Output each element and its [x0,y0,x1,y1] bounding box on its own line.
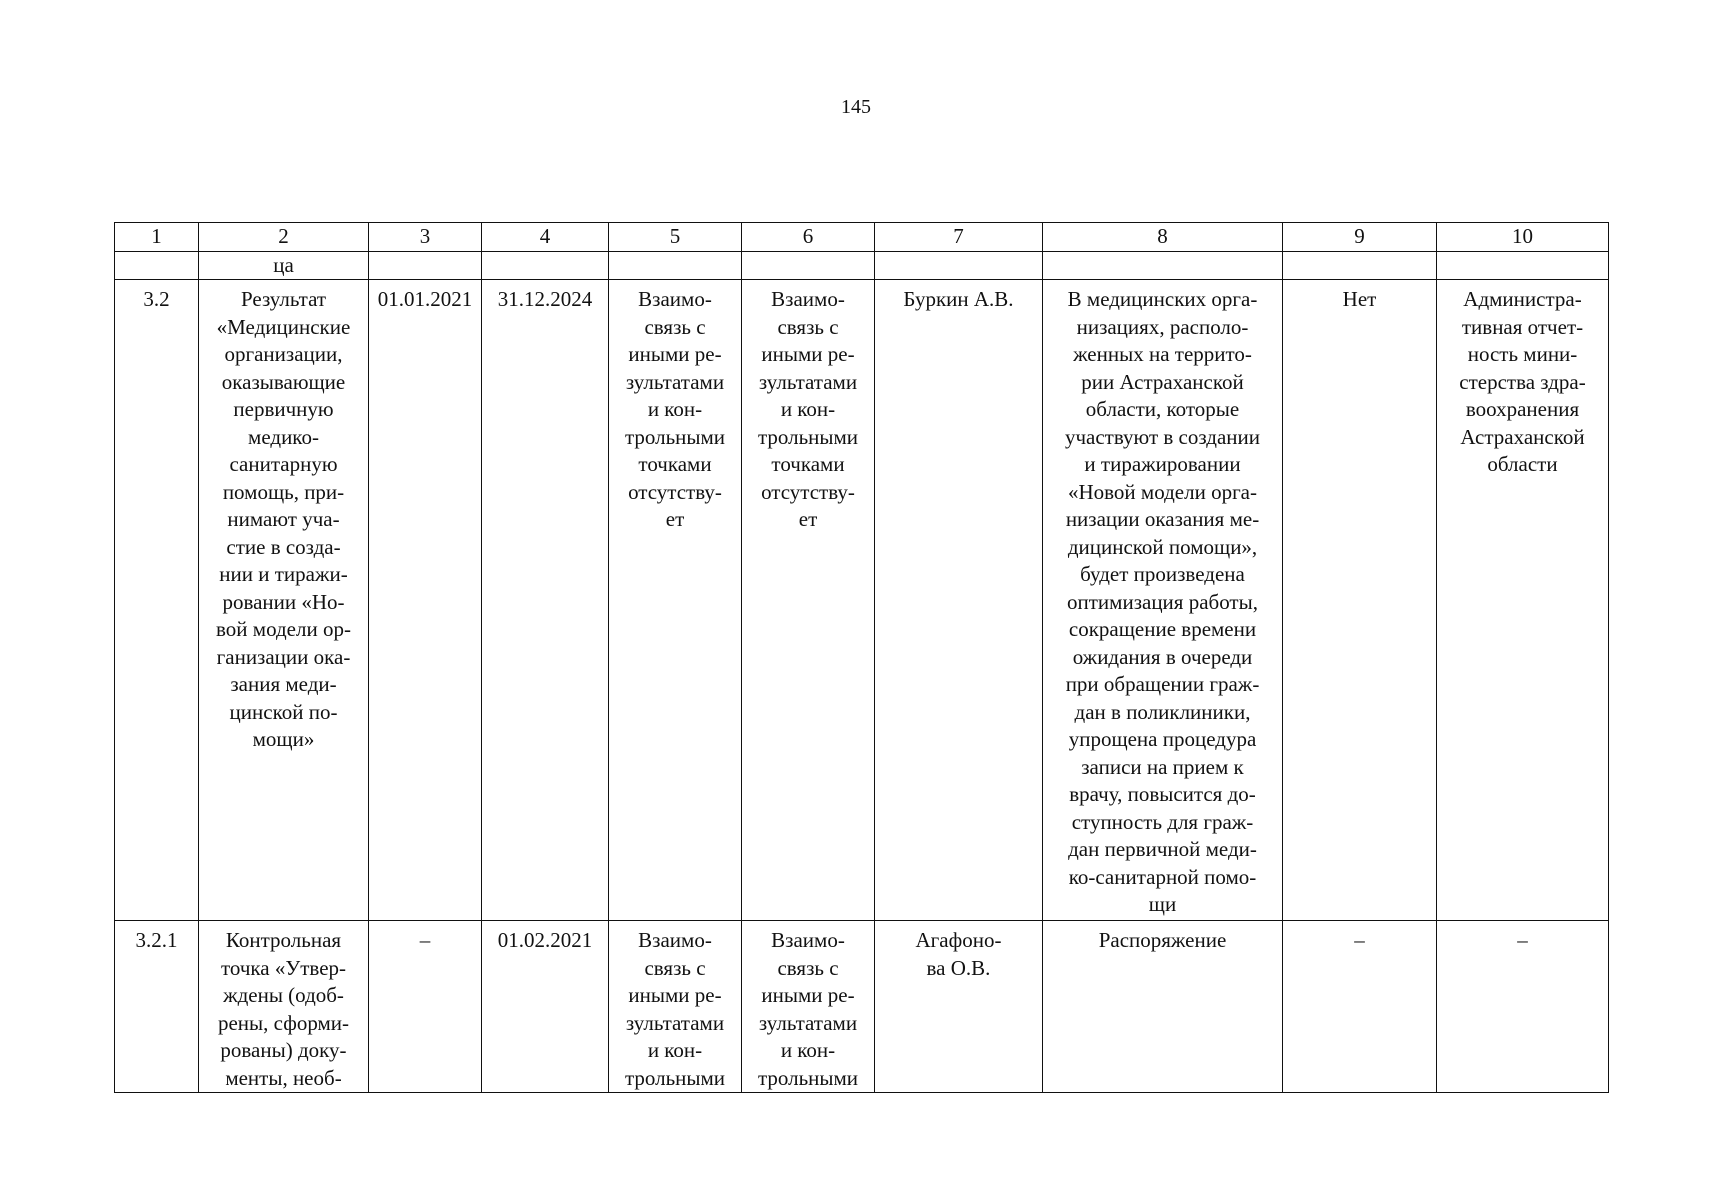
relation-cell: Взаимо- связь с иными ре- зультатами и кон- трольными [742,921,875,1093]
table-cell [742,251,875,280]
start-date-cell: – [369,921,482,1093]
column-header: 10 [1437,223,1609,252]
table-cell [1043,251,1283,280]
start-date-cell: 01.01.2021 [369,280,482,921]
end-date-cell: 01.02.2021 [482,921,609,1093]
relation-cell: Взаимо- связь с иными ре- зультатами и кон- трольными точками отсутству- ет [742,280,875,921]
table-cell: ца [199,251,369,280]
document-table [114,222,1609,1093]
table-cell [115,251,199,280]
table-cell [875,251,1043,280]
relation-cell: Взаимо- связь с иными ре- зультатами и кон- трольными точками отсутству- ет [609,280,742,921]
name-cell: Результат «Медицинские организации, оказывающие первичную медико- санитарную помощь, при- нимают уча- стие в созда- нии и тиражи- ровании «Но- вой модели ор- ганизации ока- зания меди- цинской по- мощи» [199,280,369,921]
page-number: 145 [841,96,871,118]
relation-cell: Взаимо- связь с иными ре- зультатами и кон- трольными [609,921,742,1093]
source-cell: – [1437,921,1609,1093]
column-header: 9 [1283,223,1437,252]
responsible-cell: Буркин А.В. [875,280,1043,921]
flag-cell: Нет [1283,280,1437,921]
source-cell: Администра- тивная отчет- ность мини- стерства здра- воохранения Астраханской области [1437,280,1609,921]
column-number-row [115,223,1609,252]
name-cell: Контрольная точка «Утвер- ждены (одоб- рены, сформи- рованы) доку- менты, необ- [199,921,369,1093]
column-header: 1 [115,223,199,252]
column-header: 2 [199,223,369,252]
result-cell: Распоряжение [1043,921,1283,1093]
column-header: 6 [742,223,875,252]
row-number-cell: 3.2 [115,280,199,921]
flag-cell: – [1283,921,1437,1093]
continuation-row [115,251,1609,280]
table-cell [482,251,609,280]
table-cell [369,251,482,280]
row-number-cell: 3.2.1 [115,921,199,1093]
column-header: 7 [875,223,1043,252]
table-cell [609,251,742,280]
table-row [115,921,1609,1093]
end-date-cell: 31.12.2024 [482,280,609,921]
column-header: 4 [482,223,609,252]
column-header: 3 [369,223,482,252]
table-cell [1437,251,1609,280]
result-cell: В медицинских орга- низациях, располо- женных на террито- рии Астраханской области, которые участвуют в создании и тиражировании «Новой модели орга- низации оказания ме- дицинской помощи», будет произведена оптимизация работы, сокращение времени ожидания в очереди при обращении граж- дан в поликлиники, упрощена процедура записи на прием к врачу, повысится до- ступность для граж- дан первичной меди- ко-санитарной помо- щи [1043,280,1283,921]
table-cell [1283,251,1437,280]
column-header: 5 [609,223,742,252]
column-header: 8 [1043,223,1283,252]
responsible-cell: Агафоно- ва О.В. [875,921,1043,1093]
table-row [115,280,1609,921]
